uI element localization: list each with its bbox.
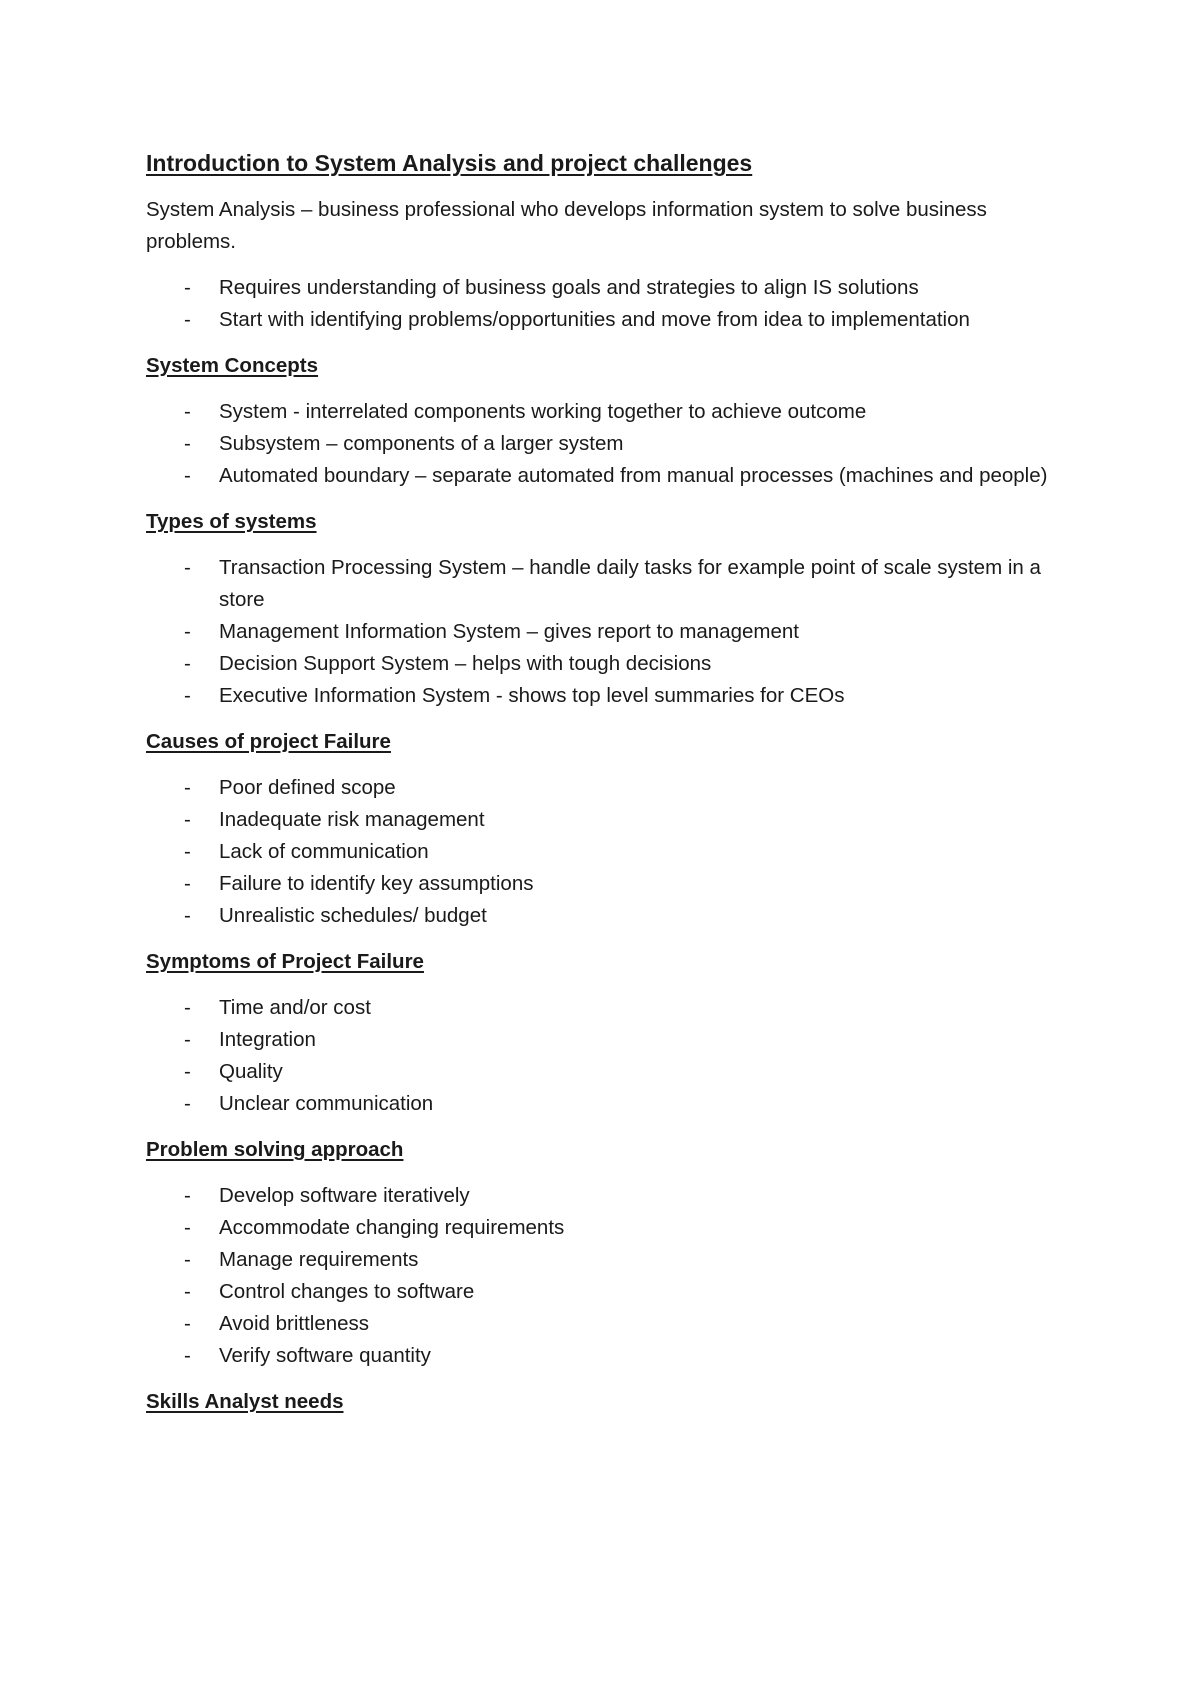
dash-marker: - xyxy=(184,684,191,707)
list-item-text: Automated boundary – separate automated from manual processes (machines and people) xyxy=(219,464,1048,487)
section-list-system-concepts xyxy=(146,396,1056,492)
list-item xyxy=(146,396,1056,428)
list-item xyxy=(146,1024,1056,1056)
list-item-text: Failure to identify key assumptions xyxy=(219,872,534,895)
list-item-text: Control changes to software xyxy=(219,1280,475,1303)
dash-marker: - xyxy=(184,1312,191,1335)
section-heading-system-concepts: System Concepts xyxy=(146,354,319,377)
list-item xyxy=(146,1088,1056,1120)
list-item xyxy=(146,272,1056,304)
list-item-text: Requires understanding of business goals and strategies to align IS solutions xyxy=(219,276,919,299)
dash-marker: - xyxy=(184,464,191,487)
intro-bullet-list xyxy=(146,272,1056,336)
list-item-text: Lack of communication xyxy=(219,840,429,863)
section-heading-causes-of-project-failure: Causes of project Failure xyxy=(146,730,391,753)
list-item-text: Accommodate changing requirements xyxy=(219,1216,565,1239)
list-item xyxy=(146,1308,1056,1340)
list-item-text: Unrealistic schedules/ budget xyxy=(219,904,487,927)
list-item xyxy=(146,648,1056,680)
list-item-text: Unclear communication xyxy=(219,1092,434,1115)
section-heading-types-of-systems: Types of systems xyxy=(146,510,317,533)
dash-marker: - xyxy=(184,776,191,799)
list-item-text: Avoid brittleness xyxy=(219,1312,370,1335)
list-item xyxy=(146,680,1056,712)
list-item xyxy=(146,836,1056,868)
dash-marker: - xyxy=(184,308,191,331)
list-item xyxy=(146,772,1056,804)
list-item-text: Transaction Processing System – handle daily tasks for example point of scale system in a store xyxy=(219,556,1041,611)
dash-marker: - xyxy=(184,1248,191,1271)
list-item xyxy=(146,1244,1056,1276)
dash-marker: - xyxy=(184,996,191,1019)
list-item-text: Manage requirements xyxy=(219,1248,419,1271)
document-page xyxy=(146,148,1056,1432)
dash-marker: - xyxy=(184,276,191,299)
dash-marker: - xyxy=(184,432,191,455)
dash-marker: - xyxy=(184,1060,191,1083)
dash-marker: - xyxy=(184,620,191,643)
list-item-text: Decision Support System – helps with tough decisions xyxy=(219,652,712,675)
list-item-text: Quality xyxy=(219,1060,283,1083)
section-heading-symptoms-of-project-failure: Symptoms of Project Failure xyxy=(146,950,424,973)
section-list-types-of-systems xyxy=(146,552,1056,712)
list-item xyxy=(146,460,1056,492)
dash-marker: - xyxy=(184,1028,191,1051)
dash-marker: - xyxy=(184,904,191,927)
list-item xyxy=(146,428,1056,460)
list-item xyxy=(146,1180,1056,1212)
dash-marker: - xyxy=(184,1216,191,1239)
dash-marker: - xyxy=(184,400,191,423)
dash-marker: - xyxy=(184,556,191,579)
dash-marker: - xyxy=(184,808,191,831)
list-item-text: Start with identifying problems/opportunities and move from idea to implementation xyxy=(219,308,970,331)
dash-marker: - xyxy=(184,1280,191,1303)
document-title: Introduction to System Analysis and project challenges xyxy=(146,150,753,176)
dash-marker: - xyxy=(184,1092,191,1115)
dash-marker: - xyxy=(184,840,191,863)
list-item xyxy=(146,804,1056,836)
list-item xyxy=(146,552,1056,616)
list-item xyxy=(146,1056,1056,1088)
list-item-text: Time and/or cost xyxy=(219,996,371,1019)
list-item xyxy=(146,304,1056,336)
list-item-text: Integration xyxy=(219,1028,316,1051)
list-item xyxy=(146,1212,1056,1244)
dash-marker: - xyxy=(184,872,191,895)
list-item-text: Management Information System – gives report to management xyxy=(219,620,799,643)
list-item xyxy=(146,616,1056,648)
list-item-text: Executive Information System - shows top level summaries for CEOs xyxy=(219,684,845,707)
list-item xyxy=(146,1340,1056,1372)
dash-marker: - xyxy=(184,1344,191,1367)
section-list-problem-solving-approach xyxy=(146,1180,1056,1372)
list-item-text: Inadequate risk management xyxy=(219,808,485,831)
intro-paragraph: System Analysis – business professional who develops information system to solve business problems. xyxy=(146,198,987,253)
list-item xyxy=(146,900,1056,932)
list-item xyxy=(146,992,1056,1024)
list-item-text: Poor defined scope xyxy=(219,776,396,799)
section-list-symptoms-of-project-failure xyxy=(146,992,1056,1120)
section-heading-skills-analyst-needs: Skills Analyst needs xyxy=(146,1390,344,1413)
list-item-text: Verify software quantity xyxy=(219,1344,431,1367)
list-item xyxy=(146,868,1056,900)
list-item-text: Subsystem – components of a larger system xyxy=(219,432,624,455)
section-list-causes-of-project-failure xyxy=(146,772,1056,932)
list-item-text: Develop software iteratively xyxy=(219,1184,470,1207)
list-item-text: System - interrelated components working together to achieve outcome xyxy=(219,400,867,423)
list-item xyxy=(146,1276,1056,1308)
dash-marker: - xyxy=(184,1184,191,1207)
section-heading-problem-solving-approach: Problem solving approach xyxy=(146,1138,404,1161)
dash-marker: - xyxy=(184,652,191,675)
